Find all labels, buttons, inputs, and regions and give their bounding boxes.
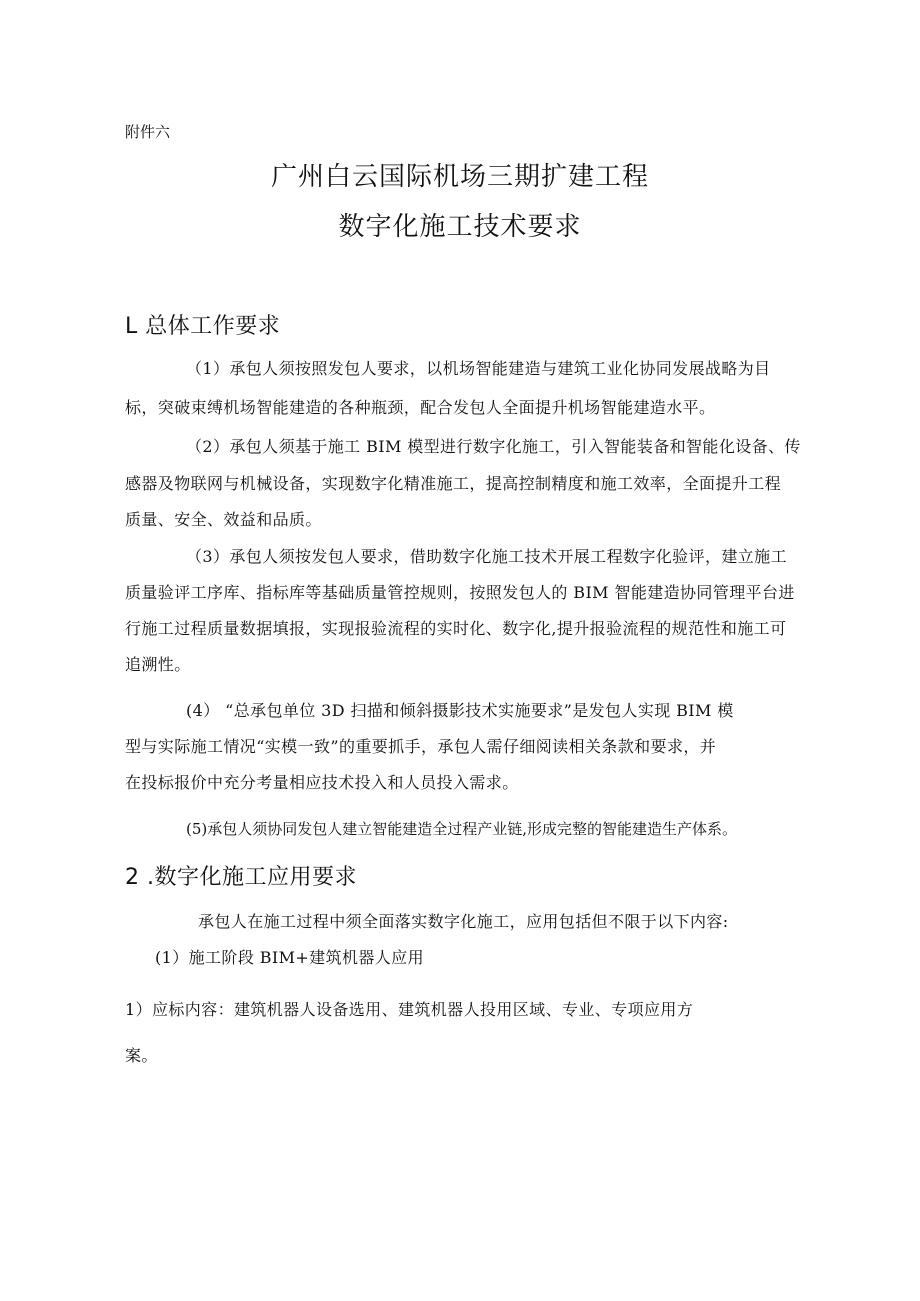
paragraph-4-line-3: 在投标报价中充分考量相应技术投入和人员投入需求。 (125, 773, 519, 792)
paragraph-3-line-3: 行施工过程质量数据填报，实现报验流程的实时化、数字化,提升报验流程的规范性和施工可 (125, 619, 787, 638)
section-2-subitem-1-line-2: 案。 (125, 1046, 158, 1065)
attachment-label: 附件六 (125, 123, 171, 141)
paragraph-1-line-1: （1）承包人须按照发包人要求，以机场智能建造与建筑工业化协同发展战略为目 (186, 359, 771, 378)
section-2-heading: 2 .数字化施工应用要求 (125, 865, 357, 890)
section-2-intro: 承包人在施工过程中须全面落实数字化施工，应用包括但不限于以下内容: (198, 912, 729, 931)
paragraph-3-line-1: （3）承包人须按发包人要求，借助数字化施工技术开展工程数字化验评，建立施工 (186, 547, 787, 566)
paragraph-3-line-4: 追溯性。 (125, 655, 191, 674)
document-title-line-1: 广州白云国际机场三期扩建工程 (270, 162, 649, 192)
paragraph-2-line-2: 感器及物联网与机械设备，实现数字化精准施工，提高控制精度和施工效率，全面提升工程 (125, 474, 782, 493)
paragraph-1-line-2: 标，突破束缚机场智能建造的各种瓶颈，配合发包人全面提升机场智能建造水平。 (125, 398, 716, 417)
paragraph-2-line-3: 质量、安全、效益和品质。 (125, 510, 322, 529)
paragraph-4-line-1: (4） “总承包单位 3D 扫描和倾斜摄影技术实施要求”是发包人实现 BIM 模 (186, 701, 734, 720)
paragraph-2-line-1: （2）承包人须基于施工 BIM 模型进行数字化施工，引入智能装备和智能化设备、传 (186, 437, 801, 456)
section-1-heading: L 总体工作要求 (125, 314, 281, 339)
paragraph-3-line-2: 质量验评工序库、指标库等基础质量管控规则，按照发包人的 BIM 智能建造协同管理平台进 (125, 583, 795, 602)
document-title-line-2: 数字化施工技术要求 (338, 212, 582, 242)
paragraph-5-line-1: (5)承包人须协同发包人建立智能建造全过程产业链,形成完整的智能建造生产体系。 (186, 820, 738, 838)
paragraph-4-line-2: 型与实际施工情况“实模一致”的重要抓手，承包人需仔细阅读相关条款和要求，并 (125, 737, 717, 756)
section-2-subitem-1-line-1: 1）应标内容：建筑机器人设备选用、建筑机器人投用区域、专业、专项应用方 (125, 1000, 694, 1019)
section-2-item-1: (1）施工阶段 BIM+建筑机器人应用 (155, 948, 424, 967)
